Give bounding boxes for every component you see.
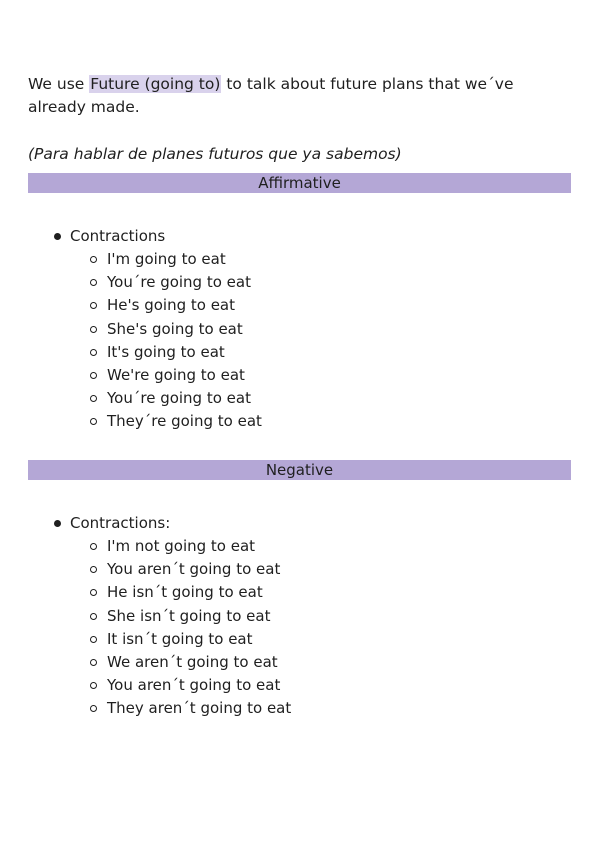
bullet-item — [28, 512, 571, 535]
bullet-label: Contractions: — [70, 514, 171, 532]
negative-list — [28, 512, 571, 721]
list-item-text: It isn´t going to eat — [107, 629, 253, 648]
list-item-text: He isn´t going to eat — [107, 583, 263, 602]
hollow-bullet-icon — [90, 566, 97, 573]
list-item-text: I'm going to eat — [107, 250, 226, 268]
hollow-bullet-icon — [90, 279, 97, 286]
list-item — [28, 628, 571, 651]
list-item — [28, 387, 571, 410]
list-item — [28, 271, 571, 294]
list-item-text: You aren´t going to eat — [107, 676, 281, 695]
hollow-bullet-icon — [90, 682, 97, 689]
list-item — [28, 558, 571, 581]
hollow-bullet-icon — [90, 256, 97, 263]
list-item — [28, 341, 571, 364]
bullet-label: Contractions — [70, 227, 166, 245]
list-item-text: You´re going to eat — [107, 273, 251, 292]
list-item — [28, 318, 571, 341]
list-item-text: You´re going to eat — [107, 389, 251, 408]
list-item — [28, 651, 571, 674]
intro-paragraph — [28, 73, 571, 119]
list-item-text: We're going to eat — [107, 365, 245, 384]
hollow-bullet-icon — [90, 349, 97, 356]
list-item-text: They´re going to eat — [107, 412, 262, 431]
hollow-bullet-icon — [90, 543, 97, 550]
hollow-bullet-icon — [90, 372, 97, 379]
spanish-note: (Para hablar de planes futuros que ya sabemos) — [28, 144, 402, 163]
list-item — [28, 581, 571, 604]
list-item — [28, 410, 571, 433]
highlighted-term: Future (going to) — [90, 74, 221, 93]
bullet-item — [28, 225, 571, 248]
list-item-text: I'm not going to eat — [107, 537, 256, 555]
hollow-bullet-icon — [90, 705, 97, 712]
hollow-bullet-icon — [90, 613, 97, 620]
list-item-text: We aren´t going to eat — [107, 652, 278, 671]
affirmative-header: Affirmative — [28, 173, 571, 193]
list-item-text: You aren´t going to eat — [107, 560, 281, 579]
hollow-bullet-icon — [90, 302, 97, 309]
list-item — [28, 605, 571, 628]
hollow-bullet-icon — [90, 589, 97, 596]
hollow-bullet-icon — [90, 418, 97, 425]
list-item-text: They aren´t going to eat — [107, 699, 292, 718]
affirmative-list — [28, 225, 571, 434]
intro-text-after: to talk about future plans that we´ve already made. — [28, 74, 514, 116]
list-item-text: She's going to eat — [107, 319, 243, 338]
bullet-dot-icon — [54, 520, 61, 527]
list-item — [28, 248, 571, 271]
intro-text-before: We use — [28, 74, 90, 93]
list-item-text: He's going to eat — [107, 296, 236, 315]
list-item — [28, 294, 571, 317]
negative-header: Negative — [28, 460, 571, 480]
hollow-bullet-icon — [90, 659, 97, 666]
list-item — [28, 674, 571, 697]
hollow-bullet-icon — [90, 326, 97, 333]
list-item — [28, 364, 571, 387]
bullet-dot-icon — [54, 233, 61, 240]
hollow-bullet-icon — [90, 636, 97, 643]
list-item — [28, 535, 571, 558]
hollow-bullet-icon — [90, 395, 97, 402]
list-item-text: It's going to eat — [107, 342, 225, 361]
list-item-text: She isn´t going to eat — [107, 606, 271, 625]
list-item — [28, 697, 571, 720]
